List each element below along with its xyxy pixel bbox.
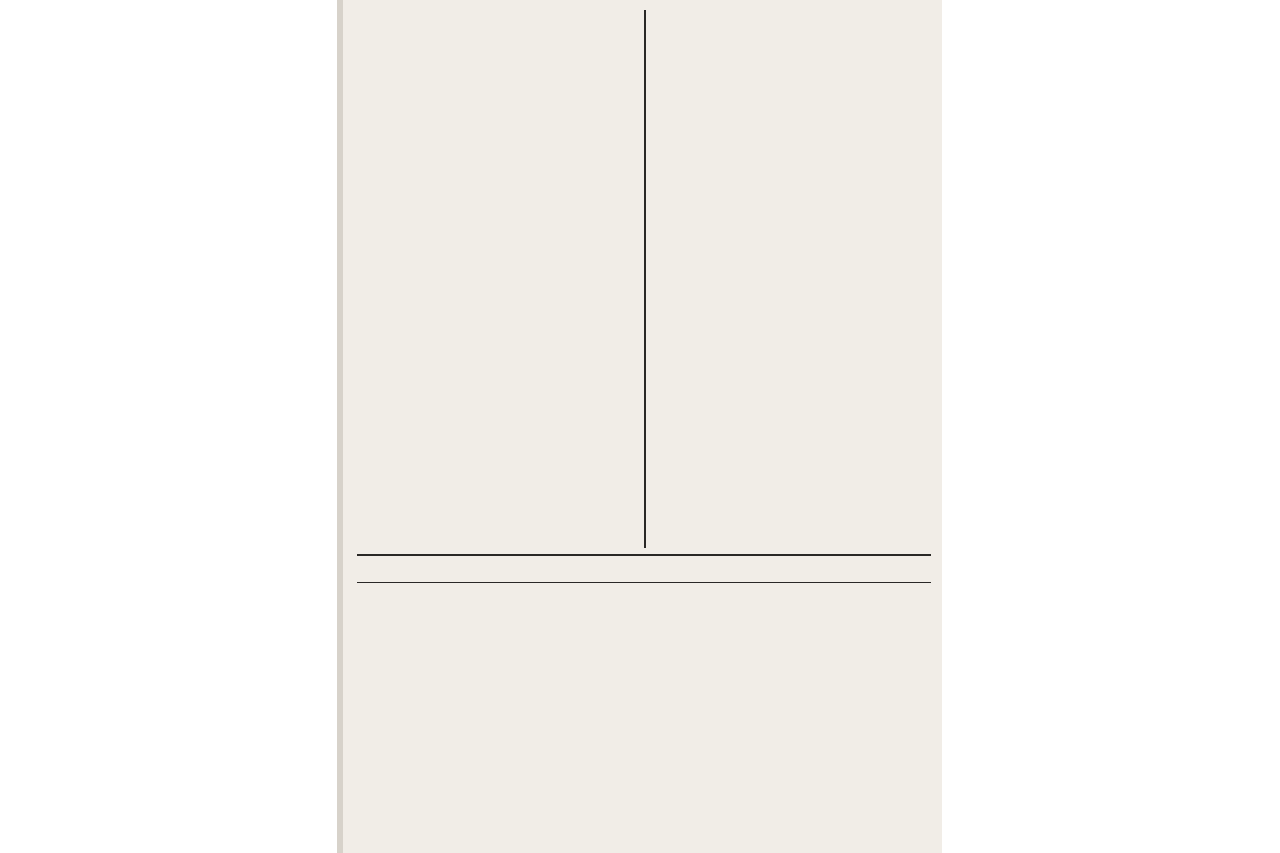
section-divider-nutrition: [357, 582, 931, 583]
product-label-panel: [337, 0, 942, 853]
label-shadow-edge: [337, 0, 343, 853]
section-divider-top: [357, 554, 931, 556]
column-divider: [644, 10, 646, 548]
